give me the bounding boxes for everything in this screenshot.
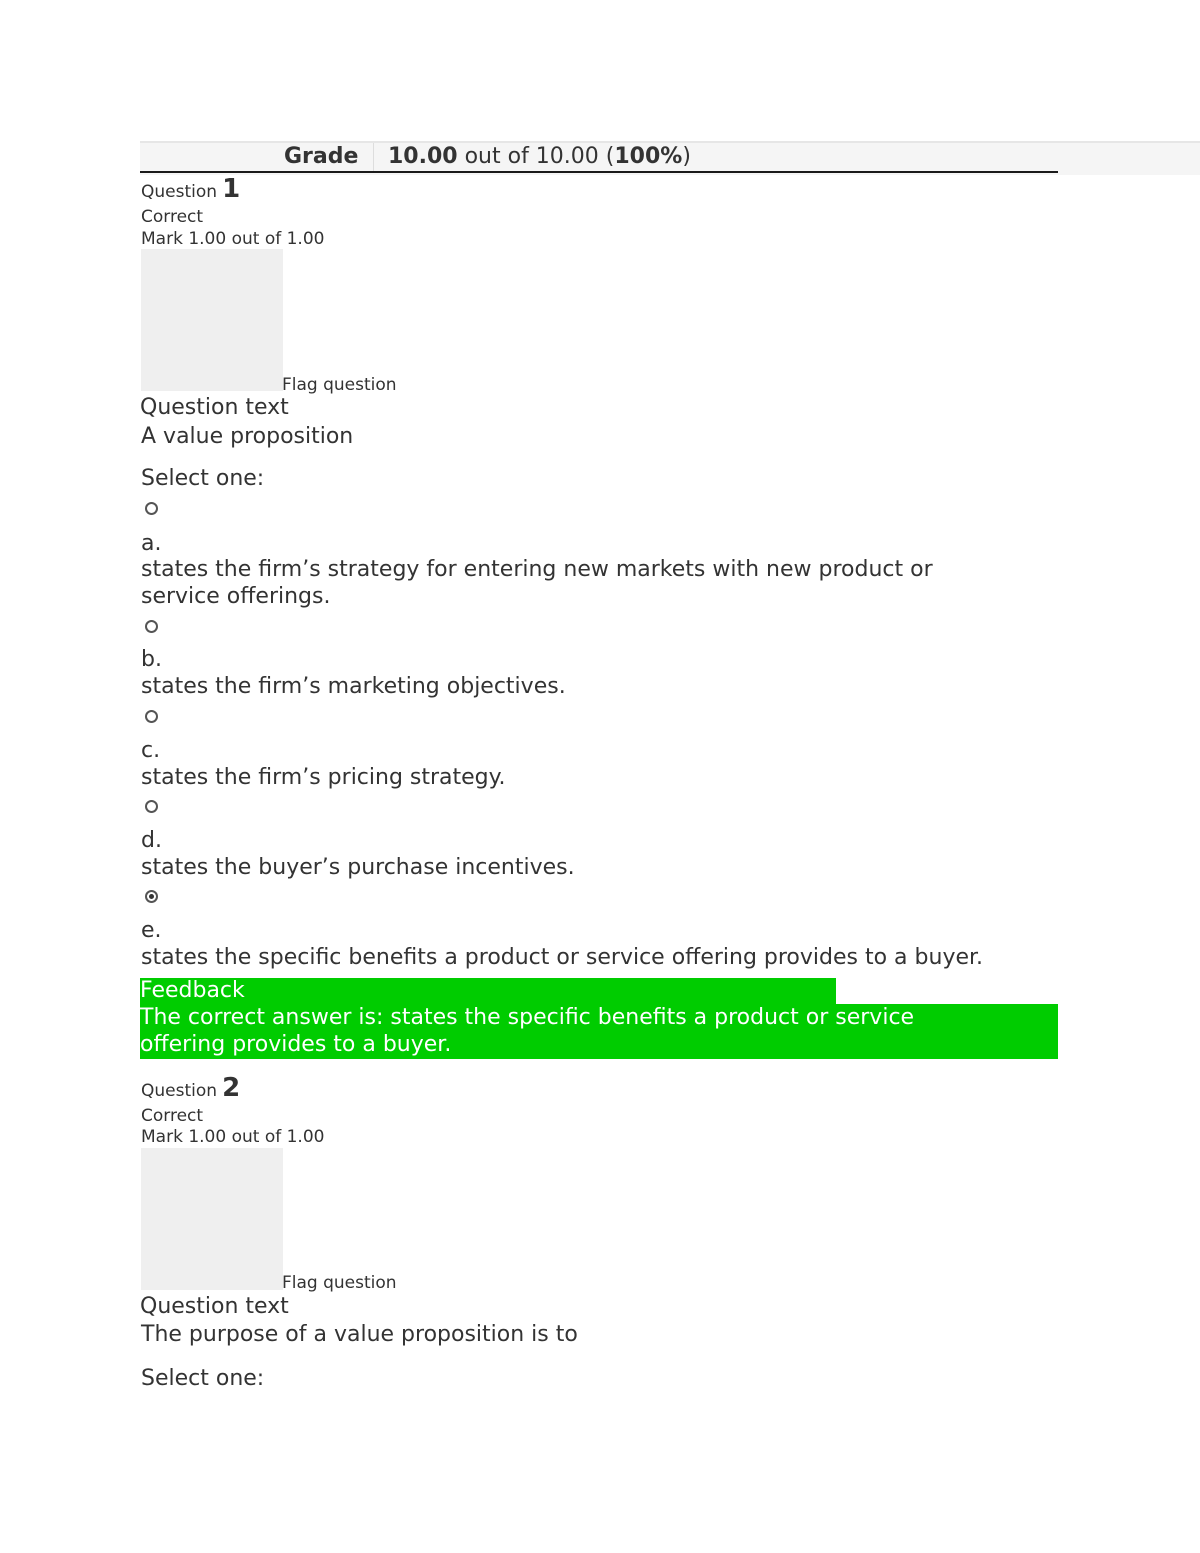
option-a-letter: a. [141,531,162,556]
option-c-radio[interactable] [145,710,158,723]
option-e-radio[interactable] [145,890,158,903]
option-c-letter: c. [141,738,161,763]
feedback-heading: Feedback [140,978,836,1004]
grade-out-of: out of 10.00 ( [457,144,615,169]
grade-close: ) [682,144,691,169]
option-d-letter: d. [141,828,162,853]
flag-icon[interactable] [141,249,283,391]
option-d-text: states the buyer’s purchase incentives. [141,855,575,880]
feedback-body [140,1004,1058,1059]
flag-icon[interactable] [141,1148,283,1290]
question-number: 2 [222,1073,241,1103]
question-number: 1 [222,174,241,204]
feedback-text-line-2: offering provides to a buyer. [140,1032,452,1057]
question-text-heading: Question text [140,395,289,420]
question-mark: Mark 1.00 out of 1.00 [141,229,325,249]
select-one-prompt: Select one: [141,466,265,491]
flag-question-link[interactable]: Flag question [282,1273,397,1293]
option-c-text: states the firm’s pricing strategy. [141,765,506,790]
option-a-text-line-1: states the firm’s strategy for entering new markets with new product or [141,557,933,582]
option-a-text-line-2: service offerings. [141,584,331,609]
grade-value [388,143,691,171]
grade-summary-divider [140,171,1058,173]
question-text: The purpose of a value proposition is to [141,1322,578,1347]
grade-label: Grade [284,144,359,169]
question-1-header [141,175,240,203]
option-e-text: states the specific benefits a product or service offering provides to a buyer. [141,945,984,970]
grade-cell-divider [373,143,374,171]
question-word: Question [141,182,218,202]
flag-question-link[interactable]: Flag question [282,375,397,395]
question-text-heading: Question text [140,1294,289,1319]
option-b-letter: b. [141,647,162,672]
feedback-text-line-1: The correct answer is: states the specific benefits a product or service [140,1005,915,1030]
option-b-radio[interactable] [145,620,158,633]
option-b-text: states the firm’s marketing objectives. [141,674,566,699]
grade-percent: 100% [614,144,683,169]
option-d-radio[interactable] [145,800,158,813]
question-status: Correct [141,207,204,227]
question-text: A value proposition [141,424,354,449]
question-status: Correct [141,1106,204,1126]
option-e-letter: e. [141,918,162,943]
option-a-radio[interactable] [145,502,158,515]
select-one-prompt: Select one: [141,1366,265,1391]
question-word: Question [141,1081,218,1101]
question-2-header [141,1074,240,1102]
question-mark: Mark 1.00 out of 1.00 [141,1127,325,1147]
grade-score: 10.00 [388,144,458,169]
